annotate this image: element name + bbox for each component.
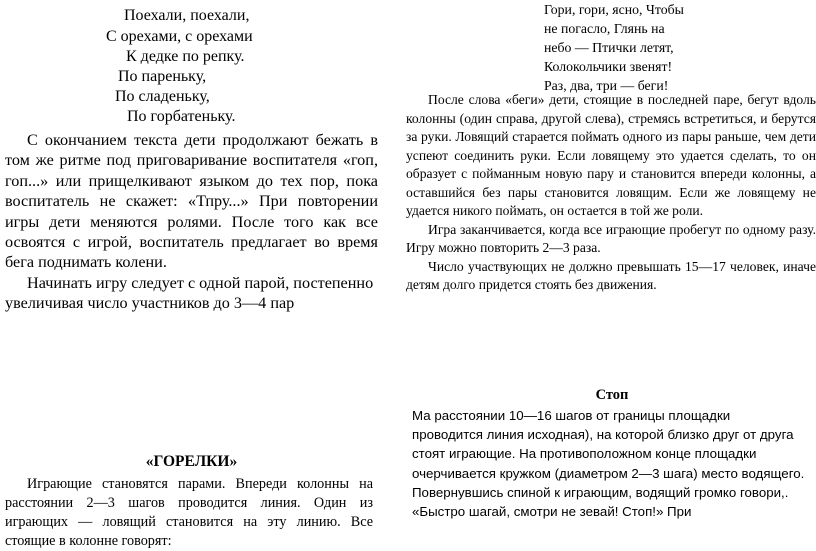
paragraph: Число участвующих не должно превышать 15—17 человек, иначе детям долго придется стоять без движения. [406,258,816,292]
paragraph: После слова «беги» дети, стоящие в последней паре, бегут вдоль колонны (один справа, другой слева), стремясь встретиться, и берутся за руки. Ловящий старается поймать одного из пары раньше, чем дети успеют соединить руки. Если ловящему это удается сделать, то он образует с пойманным новую пару и становится впереди колонны, а оставшийся без пары становится ловящим. Если же ловящему не удается никого поймать, он остается в той же роли. [406,92,816,218]
left-verse-line: По горбатеньку. [127,108,236,125]
left-verse-line: По сладеньку, [115,88,210,105]
stop-line: стоят играющие. На противоположном конце площадки [412,446,757,462]
stop-line: Ма расстоянии 10—16 шагов от границы площадки [412,408,731,423]
right-body-text [406,91,816,295]
right-verse-line: не погасло, Глянь на [544,21,665,36]
left-verse-line: По пареньку, [118,68,207,85]
right-verse-line: Колокольчики звенят! [544,59,673,74]
paragraph: Начинать игру следует с одной парой, постепенно увеличивая число участников до 3—4 пар [5,273,374,313]
stop-line: Повернувшись спиной к играющим, водящий громко говори,. [412,484,789,500]
paragraph: Играющие становятся парами. Впереди колонны на расстоянии 2—3 шагов проводится линия. Один из играющих — ловящий становится на эту линию. Все стоящие в колонне говорят: [5,476,373,549]
stop-text [412,406,816,521]
right-verse-line: Раз, два, три — беги! [544,78,669,93]
stop-line: «Быстро шагай, смотри не зевай! Стоп!» При [412,504,692,520]
right-verse-line: небо — Птички летят, [544,40,674,55]
stop-line: проводится линия исходная), на которой близко друг от друга [412,427,794,443]
left-body-text [5,130,378,314]
left-verse-line: С орехами, с орехами [106,28,253,45]
stop-line: очерчивается кружком (диаметром 2—3 шага) место водящего. [412,465,805,481]
gorelki-title: «ГОРЕЛКИ» [145,453,238,470]
paragraph: Игра заканчивается, когда все играющие пробегут по одному разу. Игру можно повторить 2—3 раза. [406,221,816,255]
gorelki-text [5,475,373,551]
stop-title: Стоп [595,387,629,403]
right-verse-line: Гори, гори, ясно, Чтобы [544,2,684,17]
left-verse-line: К дедке по репку. [126,48,245,65]
paragraph: С окончанием текста дети продолжают бежать в том же ритме под приговаривание воспитателя «гоп, гоп...» или прищелкивают языком до тех пор, пока воспитатель не скажет: «Тпру...» При повторении игры дети меняются ролями. После того как все освоятся с игрой, воспитатель предлагает во время бега поднимать колени. [5,131,378,272]
left-verse-line: Поехали, поехали, [124,7,250,24]
